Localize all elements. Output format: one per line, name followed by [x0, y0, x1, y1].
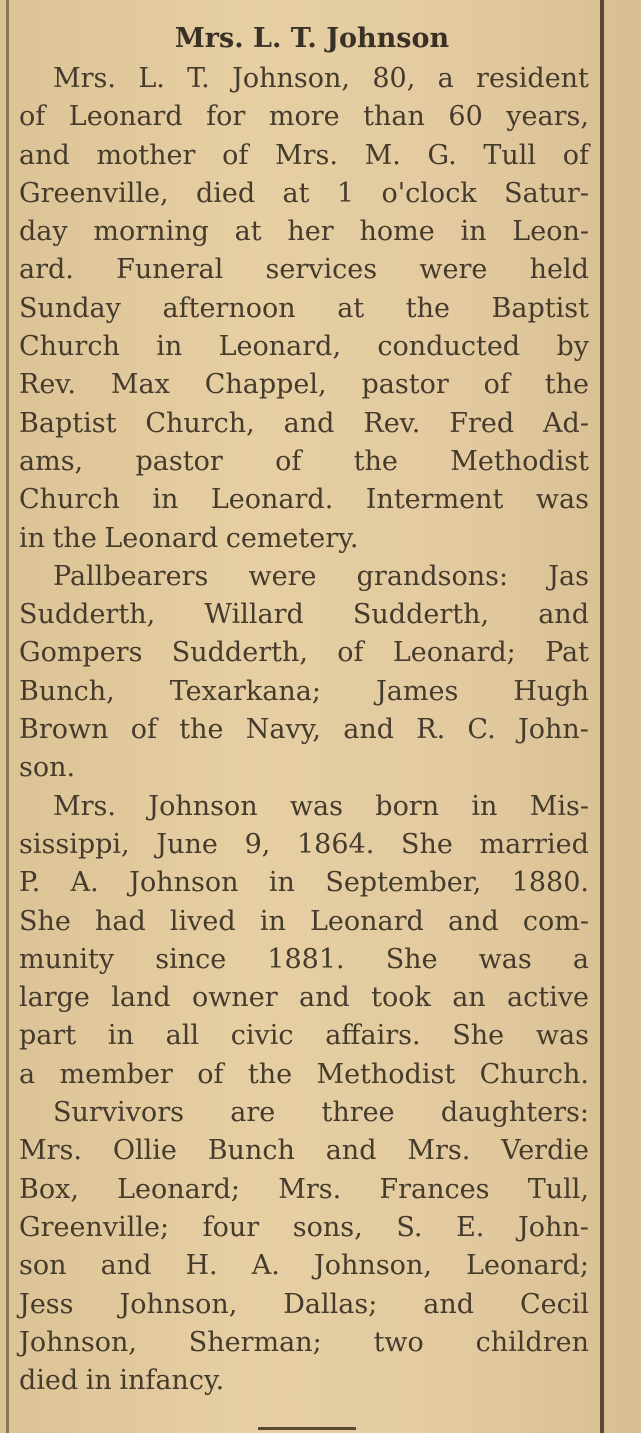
word: at [282, 177, 310, 209]
word: Mrs. [53, 790, 116, 822]
word: Mrs. [407, 1135, 471, 1167]
body-line [19, 175, 589, 213]
word: John- [517, 1211, 589, 1243]
word: A. [251, 1250, 280, 1282]
word: owner [192, 982, 278, 1014]
word: Church, [145, 407, 255, 439]
word: Max [110, 369, 170, 401]
word: were [419, 254, 488, 286]
body-line [19, 290, 589, 328]
word: born [375, 790, 440, 822]
word: for [206, 101, 246, 133]
word: M. [364, 139, 401, 171]
word: Leonard [68, 101, 183, 133]
column-rule-right [600, 0, 604, 1433]
word: in [268, 867, 295, 899]
word: in [471, 790, 498, 822]
word: large [19, 982, 90, 1014]
word: three [321, 1097, 395, 1129]
word: was [535, 1020, 589, 1052]
word: of [197, 1058, 224, 1090]
word: was [478, 943, 532, 975]
word: Leon- [512, 216, 589, 248]
word: Methodist [316, 1058, 456, 1090]
word: Tull [483, 139, 537, 171]
word: the [179, 714, 224, 746]
word: Pallbearers [53, 560, 209, 592]
word: P. [19, 867, 41, 899]
word: of [19, 101, 46, 133]
word: took [371, 982, 431, 1014]
word: John- [517, 714, 589, 746]
word: conducted [377, 331, 521, 363]
word: at [337, 292, 365, 324]
word: home [359, 216, 435, 248]
word: Johnson [148, 790, 258, 822]
word: four [202, 1211, 260, 1243]
word: and [100, 1250, 152, 1282]
word: sons, [292, 1211, 363, 1243]
word: Jas [548, 560, 589, 592]
word: the [247, 1058, 293, 1090]
word: the [405, 292, 450, 324]
word: Willard [204, 599, 304, 631]
word: are [230, 1097, 276, 1129]
body-line [19, 864, 589, 902]
body-line [19, 749, 589, 787]
body-line [19, 251, 589, 289]
word: in [460, 216, 487, 248]
word: resident [476, 63, 589, 94]
word: A. [70, 867, 99, 899]
word: Baptist [19, 407, 117, 439]
word: Church. [479, 1058, 589, 1090]
word: 1 [336, 177, 355, 209]
word: Mrs. [53, 63, 116, 94]
word: in [107, 1020, 134, 1052]
word: Texarkana; [169, 675, 321, 707]
word: had [95, 905, 146, 937]
word: children [475, 1326, 589, 1358]
word: held [529, 254, 589, 286]
body-line [19, 826, 589, 864]
word: of [337, 637, 364, 669]
word: Rev. [19, 369, 76, 401]
word: part [19, 1020, 77, 1052]
word: of [562, 139, 589, 171]
word: 9, [244, 828, 271, 860]
body-line [19, 328, 589, 366]
word: sissippi, [19, 828, 130, 860]
word: Leonard [104, 522, 219, 554]
word: a [572, 943, 589, 975]
body-line [19, 1247, 589, 1285]
word: T. [187, 63, 210, 94]
word: Johnson, [119, 1288, 238, 1320]
word: Ollie [112, 1135, 177, 1167]
word: daughters: [440, 1097, 589, 1129]
word: afternoon [162, 292, 296, 324]
word: Ad- [543, 407, 589, 439]
word: Sudderth, [171, 637, 308, 669]
body-line [19, 979, 589, 1017]
word: than [363, 101, 425, 133]
word: died [19, 1365, 79, 1397]
word: more [268, 101, 340, 133]
word: services [265, 254, 378, 286]
word: o'clock [381, 177, 477, 209]
body-line [19, 405, 589, 443]
word: Johnson, [19, 1326, 137, 1358]
obituary-body [19, 60, 589, 1400]
word: all [165, 1020, 199, 1052]
word: E. [456, 1211, 485, 1243]
body-line [19, 1094, 589, 1132]
article-end-rule [258, 1427, 356, 1430]
body-line [19, 1286, 589, 1324]
word: infancy. [119, 1365, 225, 1397]
body-line [19, 673, 589, 711]
word: Rev. [363, 407, 421, 439]
word: com- [522, 905, 589, 937]
body-line [19, 98, 589, 136]
body-line [19, 137, 589, 175]
word: Hugh [513, 675, 589, 707]
body-line [19, 213, 589, 251]
word: September, [325, 867, 482, 899]
word: Fred [449, 407, 515, 439]
word: land [111, 982, 171, 1014]
word: Interment [365, 484, 504, 516]
word: and [447, 905, 499, 937]
word: She [19, 905, 71, 937]
word: grandsons: [356, 560, 509, 592]
obituary-headline: Mrs. L. T. Johnson [174, 23, 450, 54]
word: Mrs. [274, 139, 338, 171]
word: She [400, 828, 453, 860]
word: James [375, 675, 459, 707]
word: She [452, 1020, 505, 1052]
body-line [19, 1017, 589, 1055]
body-line [19, 634, 589, 672]
word: Leonard, [218, 331, 342, 363]
word: Mrs. [19, 1135, 82, 1167]
word: Chappel, [204, 369, 327, 401]
word: H. [185, 1250, 218, 1282]
word: member [59, 1058, 173, 1090]
word: a [19, 1058, 36, 1090]
word: Church [19, 331, 120, 363]
body-line [19, 941, 589, 979]
word: of [222, 139, 249, 171]
word: Johnson [129, 867, 239, 899]
word: 1864. [297, 828, 375, 860]
word: She [385, 943, 438, 975]
word: Bunch, [19, 675, 115, 707]
word: were [248, 560, 317, 592]
word: the [544, 369, 589, 401]
word: and [538, 599, 589, 631]
word: Verdie [501, 1135, 589, 1167]
word: Frances [379, 1173, 490, 1205]
obituary-column [19, 18, 589, 1400]
word: of [483, 369, 510, 401]
word: G. [427, 139, 457, 171]
word: in [156, 331, 183, 363]
word: by [556, 331, 589, 363]
word: and [298, 982, 350, 1014]
word: lived [169, 905, 236, 937]
word: Johnson, [232, 63, 351, 94]
word: in [259, 905, 286, 937]
word: Johnson, [313, 1250, 432, 1282]
body-line [19, 1132, 589, 1170]
body-line [19, 788, 589, 826]
word: Mis- [529, 790, 589, 822]
body-line [19, 1171, 589, 1209]
word: Mrs. [278, 1173, 342, 1205]
word: son [19, 1250, 67, 1282]
body-line [19, 1056, 589, 1094]
word: Leonard; [392, 637, 516, 669]
word: L. [138, 63, 165, 94]
word: Gompers [19, 637, 143, 669]
word: C. [467, 714, 496, 746]
word: and [325, 1135, 377, 1167]
word: of [130, 714, 158, 746]
word: active [507, 982, 589, 1014]
body-line [19, 711, 589, 749]
word: Greenville, [19, 177, 169, 209]
body-line [19, 1362, 589, 1400]
word: S. [396, 1211, 423, 1243]
word: June [156, 828, 218, 860]
word: Survivors [53, 1097, 184, 1129]
word: day [19, 216, 68, 248]
word: R. [416, 714, 446, 746]
word: Sudderth, [352, 599, 490, 631]
body-line [19, 1209, 589, 1247]
word: pastor [135, 445, 223, 477]
word: ard. [19, 254, 74, 286]
word: Pat [545, 637, 589, 669]
word: Leonard; [117, 1173, 241, 1205]
word: Leonard. [210, 484, 334, 516]
word: Sunday [19, 292, 121, 324]
word: died [195, 177, 256, 209]
word: Brown [19, 714, 109, 746]
word: Greenville; [19, 1211, 170, 1243]
word: 80, [372, 63, 416, 94]
body-line [19, 60, 589, 98]
word: civic [230, 1020, 294, 1052]
word: of [275, 445, 302, 477]
word: and [283, 407, 335, 439]
word: Jess [19, 1288, 74, 1320]
word: years, [506, 101, 589, 133]
word: the [52, 522, 97, 554]
word: Methodist [450, 445, 589, 477]
word: the [353, 445, 398, 477]
word: Funeral [116, 254, 224, 286]
word: mother [96, 139, 196, 171]
word: Cecil [519, 1288, 589, 1320]
word: two [373, 1326, 424, 1358]
word: ams, [19, 445, 84, 477]
word: and [343, 714, 394, 746]
word: 1881. [267, 943, 345, 975]
word: 60 [448, 101, 483, 133]
word: Bunch [207, 1135, 295, 1167]
word: in [152, 484, 179, 516]
word: son. [19, 752, 76, 784]
word: Navy, [245, 714, 321, 746]
word: in [85, 1365, 112, 1397]
word: was [289, 790, 343, 822]
word: a [437, 63, 454, 94]
body-line [19, 596, 589, 634]
word: Box, [19, 1173, 79, 1205]
word: Baptist [491, 292, 589, 324]
body-line [19, 558, 589, 596]
body-line [19, 520, 589, 558]
body-line [19, 366, 589, 404]
word: Tull, [527, 1173, 589, 1205]
body-line [19, 1324, 589, 1362]
word: affairs. [325, 1020, 421, 1052]
body-line [19, 481, 589, 519]
word: at [234, 216, 262, 248]
word: in [19, 522, 46, 554]
word: Satur- [504, 177, 589, 209]
column-rule-left [6, 0, 9, 1433]
word: cemetery. [225, 522, 359, 554]
word: Dallas; [283, 1288, 378, 1320]
body-line [19, 443, 589, 481]
word: since [155, 943, 227, 975]
word: an [452, 982, 486, 1014]
body-line [19, 903, 589, 941]
word: and [19, 139, 70, 171]
word: married [479, 828, 589, 860]
word: Church [19, 484, 120, 516]
word: munity [19, 943, 115, 975]
word: Leonard [309, 905, 424, 937]
word: and [423, 1288, 475, 1320]
word: 1880. [511, 867, 589, 899]
word: was [535, 484, 589, 516]
word: her [287, 216, 334, 248]
word: pastor [361, 369, 449, 401]
word: morning [93, 216, 209, 248]
word: Sherman; [188, 1326, 322, 1358]
word: Leonard; [466, 1250, 589, 1282]
word: Sudderth, [19, 599, 156, 631]
